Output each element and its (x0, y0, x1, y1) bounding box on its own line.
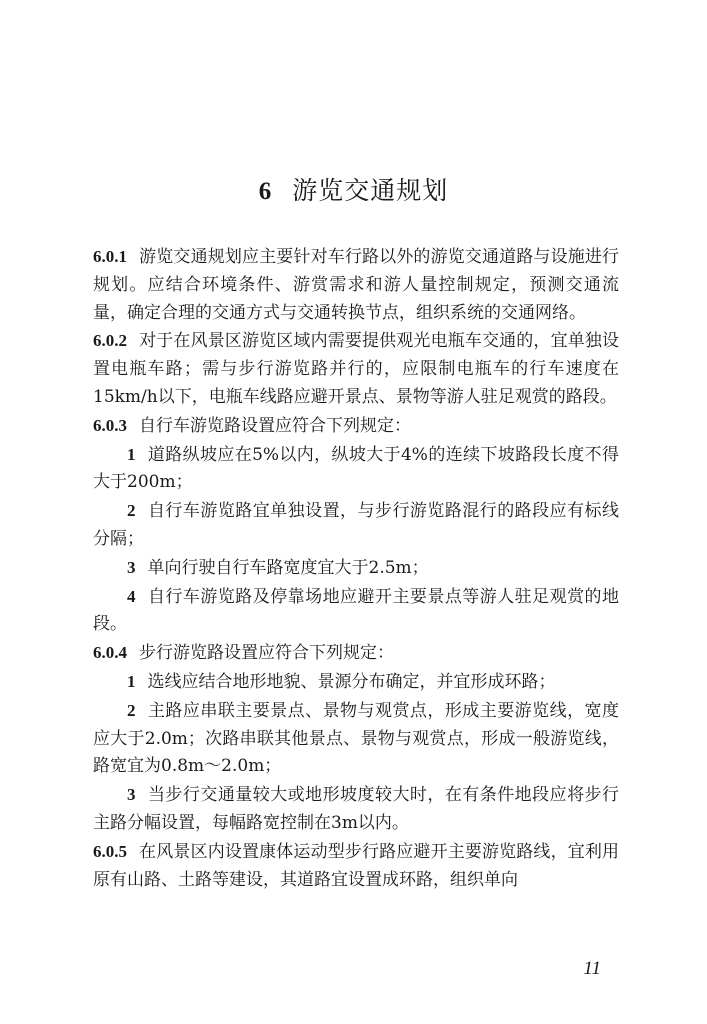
clause-text: 在风景区内设置康体运动型步行路应避开主要游览路线，宜利用原有山路、土路等建设，其道路宜设置成环路，组织单向 (93, 841, 619, 890)
chapter-title (0, 173, 707, 210)
clause-item (93, 697, 619, 781)
clause-item (93, 554, 619, 583)
item-text: 当步行交通量较大或地形坡度较大时，在有条件地段应将步行主路分幅设置，每幅路宽控制在3m以内。 (93, 785, 619, 833)
item-number: 3 (127, 785, 136, 805)
clause-6-0-2 (93, 327, 619, 411)
item-number: 4 (127, 586, 136, 606)
body-text (93, 243, 619, 894)
chapter-number: 6 (258, 178, 273, 205)
clause-text: 游览交通规划应主要针对车行路以外的游览交通道路与设施进行规划。应结合环境条件、游赏需求和游人量控制规定，预测交通流量，确定合理的交通方式与交通转换节点，组织系统的交通网络。 (93, 247, 619, 323)
clause-item (93, 781, 619, 838)
clause-item (93, 441, 619, 498)
chapter-title-text: 游览交通规划 (292, 176, 449, 205)
item-number: 3 (127, 557, 136, 577)
clause-6-0-1 (93, 243, 619, 327)
item-number: 2 (127, 501, 136, 521)
item-number: 2 (127, 700, 136, 720)
clause-6-0-4 (93, 639, 619, 668)
clause-label: 6.0.2 (93, 331, 127, 351)
item-text: 主路应串联主要景点、景物与观赏点，形成主要游览线，宽度应大于2.0m；次路串联其他景点、景物与观赏点，形成一般游览线，路宽宜为0.8m～2.0m； (93, 700, 619, 777)
clause-label: 6.0.5 (93, 841, 127, 861)
item-text: 自行车游览路宜单独设置，与步行游览路混行的路段应有标线分隔； (93, 501, 619, 549)
item-text: 单向行驶自行车路宽度宜大于2.5m； (147, 557, 429, 578)
clause-item (93, 583, 619, 640)
clause-label: 6.0.3 (93, 415, 127, 435)
clause-6-0-3 (93, 412, 619, 441)
clause-text: 自行车游览路设置应符合下列规定： (139, 415, 411, 436)
item-text: 自行车游览路及停靠场地应避开主要景点等游人驻足观赏的地段。 (93, 586, 619, 635)
clause-label: 6.0.4 (93, 643, 127, 663)
item-number: 1 (127, 444, 136, 464)
clause-item (93, 497, 619, 554)
item-number: 1 (127, 671, 136, 691)
item-text: 道路纵坡应在5%以内，纵坡大于4%的连续下坡路段长度不得大于200m； (93, 444, 619, 493)
page-number: 11 (583, 958, 601, 979)
clause-6-0-5 (93, 838, 619, 895)
clause-text: 步行游览路设置应符合下列规定： (139, 643, 394, 664)
clause-item (93, 668, 619, 697)
item-text: 选线应结合地形地貌、景源分布确定，并宜形成环路； (147, 671, 556, 692)
clause-text: 对于在风景区游览区域内需要提供观光电瓶车交通的，宜单独设置电瓶车路；需与步行游览路并行的，应限制电瓶车的行车速度在15km/h以下，电瓶车线路应避开景点、景物等游人驻足观赏的路段。 (93, 331, 619, 407)
clause-label: 6.0.1 (93, 247, 127, 266)
